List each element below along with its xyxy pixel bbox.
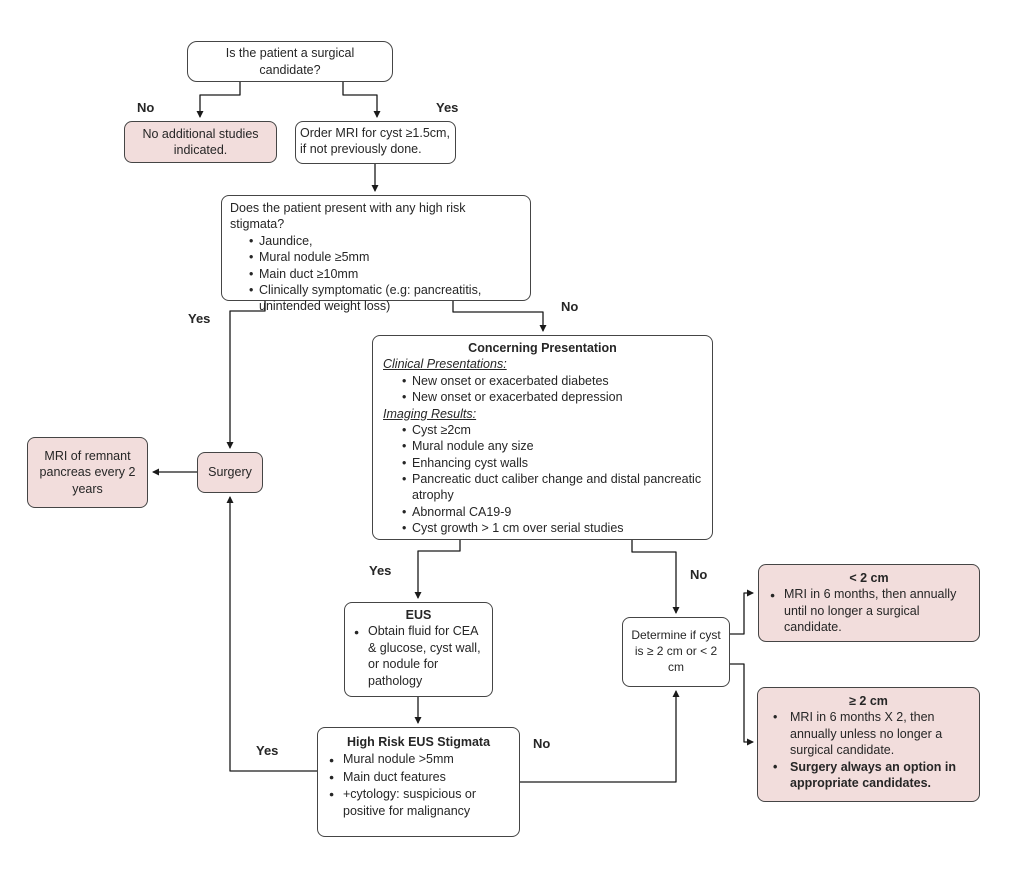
bullet-item: • New onset or exacerbated diabetes <box>397 373 702 389</box>
bullet-item: ● Mural nodule >5mm <box>328 751 509 768</box>
connector-stigmata-yes-to-surgery <box>230 301 265 448</box>
bullet-item: • Jaundice, <box>244 233 522 249</box>
connector-determine-to-over-2cm <box>730 664 753 742</box>
connector-determine-to-under-2cm <box>730 593 753 634</box>
imaging-results-heading: Imaging Results: <box>383 406 477 421</box>
node-high-risk-eus <box>317 727 520 837</box>
branch-label-surgical-yes: Yes <box>436 100 459 115</box>
bullet-item: ● MRI in 6 months, then annually until no longer a surgical candidate. <box>769 586 969 635</box>
branch-label-eus-yes: Yes <box>256 743 279 758</box>
node-surgical-candidate <box>187 41 393 82</box>
node-eus <box>344 602 493 697</box>
bullet-item: • Abnormal CA19-9 <box>397 504 702 520</box>
node-no-additional-studies <box>124 121 277 163</box>
bullet-item: • Cyst ≥2cm <box>397 422 702 438</box>
node-concerning-presentation <box>372 335 713 540</box>
bullet-item: ● +cytology: suspicious or positive for malignancy <box>328 786 509 821</box>
node-surgery-text: Surgery <box>208 465 252 480</box>
node-high-risk-stigmata-title: Does the patient present with any high risk stigmata? <box>230 201 466 232</box>
connector-concerning-yes-to-eus <box>418 540 460 598</box>
node-concerning-presentation-title: Concerning Presentation <box>468 341 617 355</box>
node-mri-remnant <box>27 437 148 508</box>
node-over-2cm-title: ≥ 2 cm <box>849 694 888 708</box>
node-determine-cyst-text: Determine if cyst is ≥ 2 cm or < 2 cm <box>631 628 721 674</box>
branch-label-concerning-no: No <box>690 567 708 582</box>
node-no-additional-studies-text: No additional studies indicated. <box>142 126 259 157</box>
node-eus-title: EUS <box>405 608 432 622</box>
bullet-item: • Enhancing cyst walls <box>397 455 702 471</box>
bullet-item: • Mural nodule ≥5mm <box>244 249 522 265</box>
bullet-item: • Pancreatic duct caliber change and distal pancreatic atrophy <box>397 471 712 504</box>
connector-surgical-to-order-mri <box>343 82 377 117</box>
connector-surgical-to-no-studies <box>200 82 240 117</box>
branch-label-surgical-no: No <box>137 100 155 115</box>
bullet-item: • MRI in 6 months X 2, then annually unless no longer a surgical candidate. <box>768 709 969 758</box>
branch-label-concerning-yes: Yes <box>369 563 392 578</box>
bullet-item: • Surgery always an option in appropriate candidates. <box>768 759 969 792</box>
bullet-item: • Main duct ≥10mm <box>244 266 522 282</box>
node-high-risk-stigmata <box>221 195 531 314</box>
node-over-2cm <box>757 687 980 802</box>
node-order-mri-text: Order MRI for cyst ≥1.5cm, if not previously done. <box>300 126 450 157</box>
node-order-mri <box>295 121 456 164</box>
clinical-presentations-heading: Clinical Presentations: <box>383 357 507 372</box>
bullet-item: • Clinically symptomatic (e.g: pancreatitis, unintended weight loss) <box>244 282 509 315</box>
branch-label-eus-no: No <box>533 736 551 751</box>
branch-label-stigmata-yes: Yes <box>188 311 211 326</box>
bullet-item: • Cyst growth > 1 cm over serial studies <box>397 520 702 536</box>
connector-eus-yes-to-surgery <box>230 497 317 771</box>
node-under-2cm <box>758 564 980 642</box>
bullet-item: • New onset or exacerbated depression <box>397 389 702 405</box>
bullet-item: • Mural nodule any size <box>397 438 702 454</box>
bullet-item: ● Obtain fluid for CEA & glucose, cyst wall, or nodule for pathology <box>353 623 484 689</box>
node-surgery <box>197 452 263 493</box>
bullet-item: ● Main duct features <box>328 769 509 786</box>
connector-concerning-no-to-determine <box>632 540 676 613</box>
node-high-risk-eus-title: High Risk EUS Stigmata <box>346 735 491 749</box>
node-determine-cyst <box>622 617 730 687</box>
node-under-2cm-title: < 2 cm <box>849 571 889 585</box>
node-surgical-candidate-text: Is the patient a surgical candidate? <box>225 46 355 77</box>
branch-label-stigmata-no: No <box>561 299 579 314</box>
node-mri-remnant-text: MRI of remnant pancreas every 2 years <box>39 448 136 496</box>
